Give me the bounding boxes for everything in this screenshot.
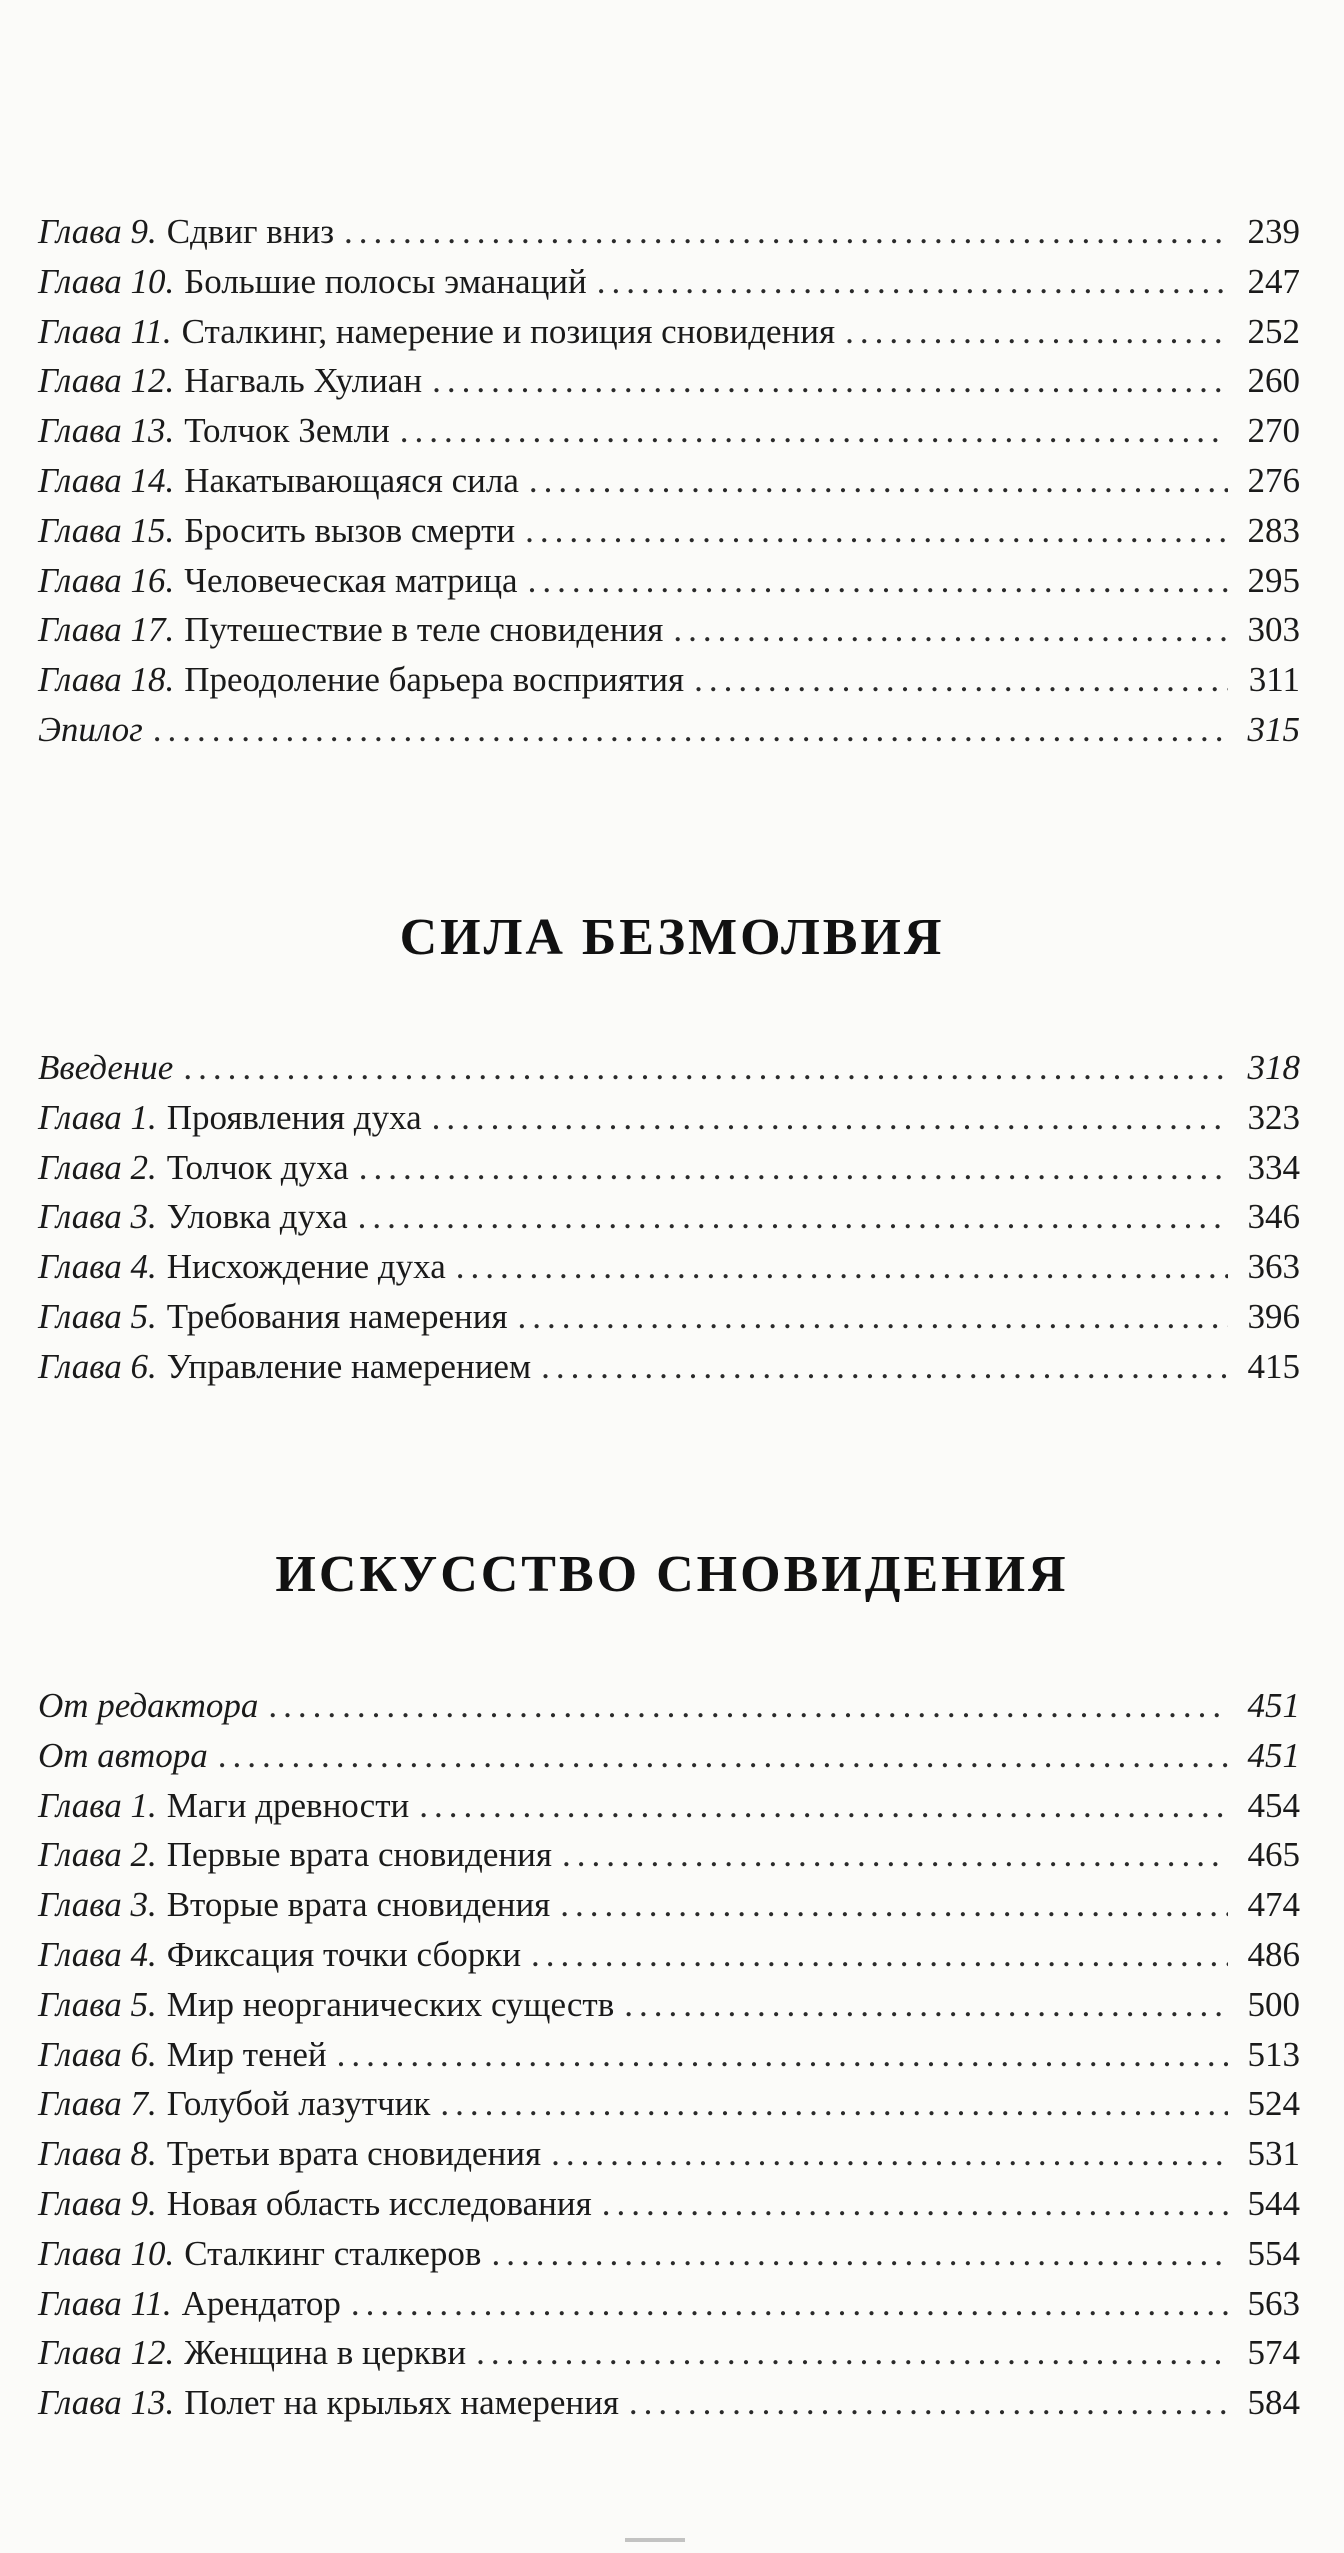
toc-entry-label: Глава 12. (38, 2333, 175, 2373)
toc-entry-page: 260 (1247, 361, 1300, 401)
dot-leader (562, 1830, 1228, 1880)
toc-entry (38, 2328, 1300, 2378)
toc-entry-title: Человеческая матрица (184, 560, 518, 600)
toc-entry (38, 1930, 1300, 1980)
toc-entry-title: Уловка духа (166, 1197, 348, 1237)
toc-entry-page: 554 (1247, 2233, 1300, 2273)
toc-entry-page: 574 (1247, 2333, 1300, 2373)
toc-entry (38, 1292, 1300, 1342)
toc-entry-title: Полет на крыльях намерения (184, 2383, 619, 2423)
toc-entry-label: Глава 9. (38, 212, 157, 251)
toc-entry-page: 396 (1247, 1296, 1300, 1336)
toc-entry (38, 1093, 1300, 1143)
dot-leader (551, 2129, 1228, 2179)
toc-entry-label: Глава 4. (38, 1247, 157, 1287)
dot-leader (440, 2079, 1228, 2129)
dot-leader (531, 1930, 1228, 1980)
dot-leader (694, 655, 1228, 705)
toc-entry-page: 323 (1247, 1097, 1300, 1137)
toc-entry-label: Эпилог (38, 709, 143, 749)
toc-entry (38, 605, 1300, 655)
toc-entry-page: 334 (1247, 1147, 1300, 1187)
toc-entry-label: Глава 11. (38, 311, 172, 351)
toc-entry-page: 584 (1247, 2383, 1300, 2423)
toc-entry-label: Глава 2. (38, 1147, 157, 1187)
toc-entry (38, 1781, 1300, 1831)
toc-entry-title: Маги древности (166, 1785, 410, 1825)
toc-entry (38, 2129, 1300, 2179)
toc-entry-title: Сдвиг вниз (166, 212, 335, 251)
dot-leader (432, 356, 1228, 406)
toc-entry (38, 1192, 1300, 1242)
toc-entry-label: Глава 10. (38, 261, 175, 301)
toc-entry-label: Глава 17. (38, 610, 175, 650)
toc-entry-title: Первые врата сновидения (166, 1835, 552, 1875)
toc-entry-label: Глава 1. (38, 1785, 157, 1825)
toc-entry-page: 451 (1247, 1686, 1300, 1725)
toc-entry-page: 544 (1247, 2183, 1300, 2223)
toc-entry (38, 257, 1300, 307)
toc-entry-title: Бросить вызов смерти (184, 510, 516, 550)
toc-entry-page: 454 (1247, 1785, 1300, 1825)
dot-leader (597, 257, 1228, 307)
toc-entry-label: Глава 7. (38, 2084, 157, 2124)
dot-leader (560, 1880, 1228, 1930)
toc-entry-label: Глава 5. (38, 1984, 157, 2024)
toc-entry-page: 486 (1247, 1934, 1300, 1974)
toc-entry-page: 474 (1247, 1885, 1300, 1925)
toc-entry-label: Глава 9. (38, 2183, 157, 2223)
dot-leader (602, 2179, 1228, 2229)
toc-entry-title: Третьи врата сновидения (166, 2134, 542, 2174)
toc-entry-label: Глава 2. (38, 1835, 157, 1875)
toc-entry (38, 506, 1300, 556)
dot-leader (629, 2378, 1228, 2428)
dot-leader (337, 2030, 1228, 2080)
dot-leader (351, 2279, 1228, 2329)
toc-entry-label: Введение (38, 1048, 174, 1087)
toc-entry (38, 406, 1300, 456)
toc-entry-title: Арендатор (181, 2283, 341, 2323)
dot-leader (845, 307, 1228, 357)
toc-entry-label: От редактора (38, 1686, 259, 1725)
toc-entry (38, 1880, 1300, 1930)
toc-entry-label: Глава 18. (38, 660, 175, 700)
toc-entry-title: Накатывающаяся сила (184, 460, 519, 500)
toc-entry-label: Глава 3. (38, 1885, 157, 1925)
toc-entry (38, 456, 1300, 506)
toc-entry-page: 500 (1247, 1984, 1300, 2024)
toc-entry-page: 283 (1247, 510, 1300, 550)
dot-leader (344, 207, 1228, 257)
toc-entry-label: Глава 1. (38, 1097, 157, 1137)
toc-entry-page: 315 (1247, 709, 1300, 749)
toc-entry (38, 1980, 1300, 2030)
toc-entry (38, 2378, 1300, 2428)
toc-entry-label: Глава 13. (38, 2383, 175, 2423)
toc-entry-page: 247 (1247, 261, 1300, 301)
dot-leader (183, 1043, 1228, 1093)
toc-entry-title: Новая область исследования (166, 2183, 592, 2223)
dot-leader (528, 556, 1228, 606)
toc-entry-title: Толчок Земли (184, 411, 390, 451)
toc-entry-title: Требования намерения (166, 1296, 508, 1336)
toc-entry (38, 1731, 1300, 1781)
toc-entry-page: 524 (1247, 2084, 1300, 2124)
toc-entry (38, 1043, 1300, 1093)
toc-entry-label: Глава 5. (38, 1296, 157, 1336)
toc-entry-label: Глава 16. (38, 560, 175, 600)
toc-entry-title: Фиксация точки сборки (166, 1934, 522, 1974)
toc-entry-label: Глава 11. (38, 2283, 172, 2323)
dot-leader (525, 506, 1228, 556)
toc-entry-label: Глава 13. (38, 411, 175, 451)
dot-leader (624, 1980, 1228, 2030)
toc-entry-label: Глава 3. (38, 1197, 157, 1237)
toc-entry-page: 363 (1247, 1247, 1300, 1287)
page-bottom-mark (625, 2538, 685, 2542)
section-heading-dreaming: ИСКУССТВО СНОВИДЕНИЯ (275, 1546, 1069, 1603)
dot-leader (268, 1681, 1228, 1731)
toc-entry-page: 276 (1247, 460, 1300, 500)
toc-entry-title: Проявления духа (166, 1097, 422, 1137)
dot-leader (432, 1093, 1228, 1143)
toc-entry-page: 531 (1247, 2134, 1300, 2174)
toc-entry (38, 207, 1300, 257)
dot-leader (359, 1143, 1228, 1193)
toc-entry-label: От автора (38, 1735, 208, 1775)
toc-entry-label: Глава 12. (38, 361, 175, 401)
toc-entry-page: 451 (1247, 1735, 1300, 1775)
toc-entry-title: Голубой лазутчик (166, 2084, 431, 2124)
toc-entry (38, 1143, 1300, 1193)
toc-entry (38, 307, 1300, 357)
toc-entry-title: Управление намерением (166, 1346, 532, 1386)
toc-entry (38, 356, 1300, 406)
dot-leader (518, 1292, 1228, 1342)
toc-entry (38, 1242, 1300, 1292)
dot-leader (456, 1242, 1228, 1292)
toc-entry (38, 655, 1300, 705)
toc-entry (38, 2179, 1300, 2229)
toc-entry-title: Мир неорганических существ (166, 1984, 615, 2024)
toc-entry-title: Нагваль Хулиан (184, 361, 423, 401)
toc-entry-page: 239 (1247, 212, 1300, 251)
toc-entry-title: Толчок духа (166, 1147, 349, 1187)
toc-entry (38, 1342, 1300, 1392)
toc-entry-page: 346 (1247, 1197, 1300, 1237)
toc-entry-label: Глава 10. (38, 2233, 175, 2273)
toc-entry-title: Нисхождение духа (166, 1247, 446, 1287)
section-heading-silence: СИЛА БЕЗМОЛВИЯ (399, 909, 945, 966)
toc-entry-page: 295 (1247, 560, 1300, 600)
dot-leader (153, 705, 1228, 755)
toc-entry-title: Преодоление барьера восприятия (184, 660, 685, 700)
toc-entry (38, 2079, 1300, 2129)
toc-entry-page: 270 (1247, 411, 1300, 451)
dot-leader (541, 1342, 1228, 1392)
dot-leader (673, 605, 1228, 655)
dot-leader (358, 1192, 1228, 1242)
toc-entry-page: 415 (1247, 1346, 1300, 1386)
toc-entry (38, 705, 1300, 755)
toc-entry-label: Глава 6. (38, 1346, 157, 1386)
toc-entry-title: Сталкинг, намерение и позиция сновидения (181, 311, 836, 351)
toc-entry (38, 2030, 1300, 2080)
toc-entry-title: Женщина в церкви (184, 2333, 467, 2373)
toc-entry-title: Сталкинг сталкеров (184, 2233, 482, 2273)
toc-entry-label: Глава 14. (38, 460, 175, 500)
toc-entry (38, 2279, 1300, 2329)
toc-entry (38, 1830, 1300, 1880)
toc-entry-page: 563 (1247, 2283, 1300, 2323)
dot-leader (529, 456, 1228, 506)
toc-entry-page: 465 (1247, 1835, 1300, 1875)
dot-leader (400, 406, 1228, 456)
toc-entry (38, 1681, 1300, 1731)
toc-entry-title: Путешествие в теле сновидения (184, 610, 664, 650)
toc-entry-page: 252 (1247, 311, 1300, 351)
toc-entry-label: Глава 15. (38, 510, 175, 550)
toc-entry-title: Большие полосы эманаций (184, 261, 587, 301)
toc-entry-page: 513 (1247, 2034, 1300, 2074)
toc-entry-title: Вторые врата сновидения (166, 1885, 551, 1925)
toc-entry-label: Глава 6. (38, 2034, 157, 2074)
toc-entry-page: 303 (1247, 610, 1300, 650)
toc-entry-page: 318 (1247, 1048, 1300, 1087)
toc-entry-page: 311 (1248, 660, 1300, 700)
toc-list-silence (38, 1043, 1300, 1392)
dot-leader (218, 1731, 1228, 1781)
dot-leader (476, 2328, 1228, 2378)
dot-leader (491, 2229, 1228, 2279)
toc-entry (38, 2229, 1300, 2279)
toc-list-dreaming (38, 1681, 1300, 2428)
toc-entry-title: Мир теней (166, 2034, 327, 2074)
dot-leader (419, 1781, 1228, 1831)
toc-entry (38, 556, 1300, 606)
toc-list-continued (38, 207, 1300, 755)
toc-entry-label: Глава 4. (38, 1934, 157, 1974)
toc-entry-label: Глава 8. (38, 2134, 157, 2174)
